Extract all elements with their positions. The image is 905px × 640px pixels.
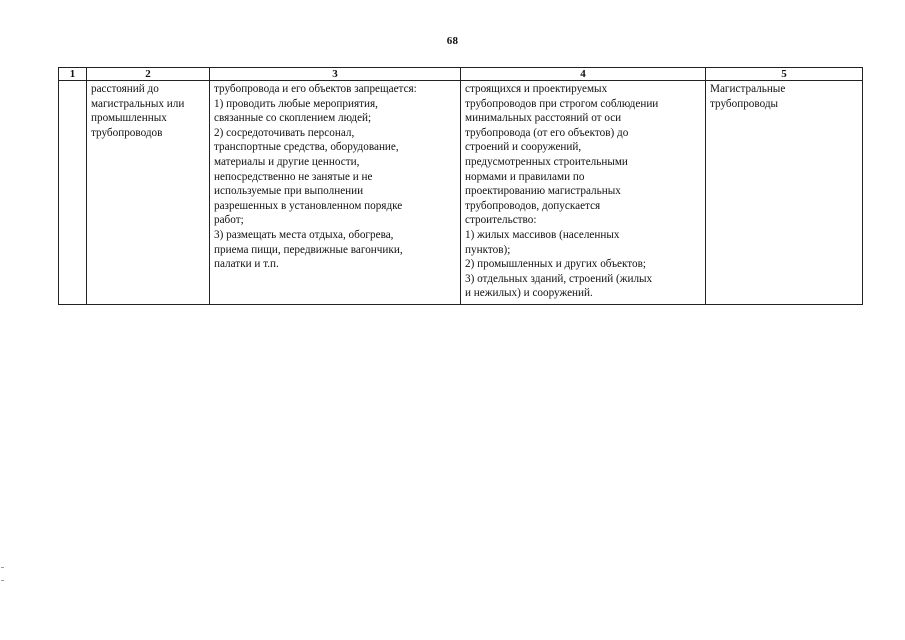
cell-text-line: трубопроводов при строгом соблюдении	[465, 97, 659, 110]
cell-text-line: строящихся и проектируемых	[465, 83, 608, 95]
cell-text-line: и нежилых) и сооружений.	[465, 287, 593, 300]
cell-text-line: трубопровода и его объектов запрещается:	[214, 83, 417, 95]
cell-text-line: предусмотренных строительными	[465, 155, 628, 168]
cell-text-line: расстояний до	[91, 83, 159, 95]
cell-col3	[210, 81, 461, 305]
cell-text-line: трубопроводы	[710, 97, 779, 110]
cell-text-line: 1) жилых массивов (населенных	[465, 228, 620, 241]
cell-text-line: 2) промышленных и других объектов;	[465, 258, 646, 271]
cell-text-line: 3) отдельных зданий, строений (жилых	[465, 272, 653, 285]
table-header-row	[59, 68, 863, 81]
cell-text-line: Магистральные	[710, 83, 786, 95]
column-header-4: 4	[461, 68, 706, 81]
scan-artifact	[1, 567, 4, 568]
cell-text-line: 2) сосредоточивать персонал,	[214, 126, 355, 139]
cell-text-line: магистральных или	[91, 97, 185, 110]
column-header-2: 2	[87, 68, 210, 81]
cell-text-line: проектированию магистральных	[465, 185, 621, 198]
column-header-5: 5	[706, 68, 863, 81]
cell-text-line: нормами и правилами по	[465, 170, 585, 183]
column-header-1: 1	[59, 68, 87, 81]
cell-text-line: связанные со скоплением людей;	[214, 112, 372, 125]
cell-text-line: транспортные средства, оборудование,	[214, 141, 399, 154]
cell-col5	[706, 81, 863, 305]
cell-col2	[87, 81, 210, 305]
scan-artifact	[1, 580, 4, 581]
document-table	[58, 67, 863, 305]
cell-text-line: трубопроводов, допускается	[465, 199, 601, 212]
cell-text-line: пунктов);	[465, 243, 511, 256]
cell-text-line: разрешенных в установленном порядке	[214, 199, 403, 212]
cell-text-line: 3) размещать места отдыха, обогрева,	[214, 228, 394, 241]
cell-col4	[461, 81, 706, 305]
cell-text-line: промышленных	[91, 112, 167, 125]
cell-col1	[59, 81, 87, 305]
cell-text-line: минимальных расстояний от оси	[465, 112, 622, 125]
column-header-3: 3	[210, 68, 461, 81]
cell-text-line: работ;	[214, 214, 244, 227]
cell-text-line: материалы и другие ценности,	[214, 155, 360, 168]
cell-text-line: строительство:	[465, 214, 537, 227]
cell-text-line: строений и сооружений,	[465, 141, 582, 154]
cell-text-line: палатки и т.п.	[214, 258, 279, 271]
cell-text-line: непосредственно не занятые и не	[214, 170, 373, 183]
cell-text-line: 1) проводить любые мероприятия,	[214, 97, 378, 110]
page-number: 68	[446, 35, 459, 47]
table-row	[59, 81, 863, 305]
cell-text-line: приема пищи, передвижные вагончики,	[214, 243, 403, 256]
cell-text-line: трубопровода (от его объектов) до	[465, 126, 629, 139]
cell-text-line: трубопроводов	[91, 126, 163, 139]
cell-text-line: используемые при выполнении	[214, 185, 364, 198]
